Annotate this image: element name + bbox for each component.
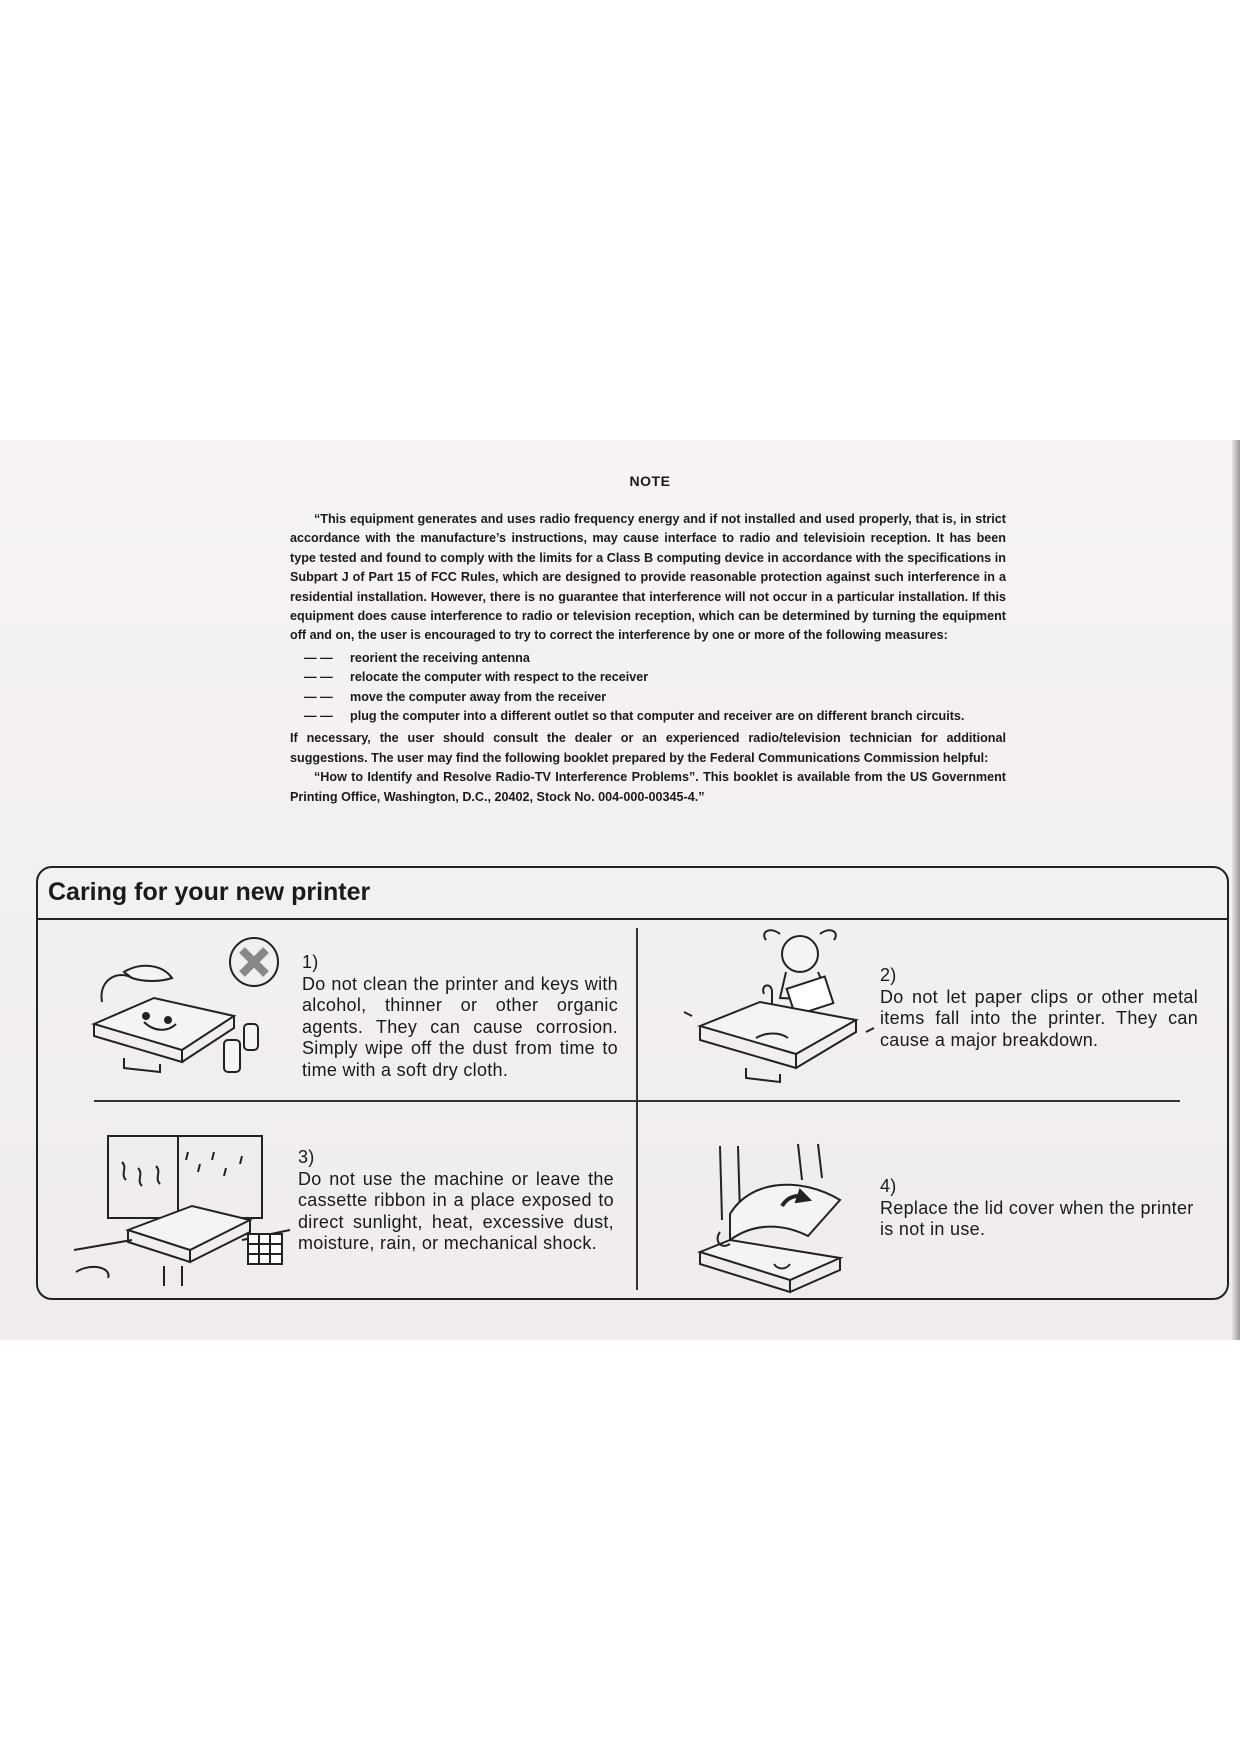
fcc-note xyxy=(290,510,1006,807)
paperclip-illustration xyxy=(680,928,880,1088)
tip-text: Do not clean the printer and keys with alcohol, thinner or other organic agents. They can cause corrosion. Simply wipe off the dust from time to time with a soft dry cloth. xyxy=(302,973,618,1080)
tip-number: 1) xyxy=(302,952,319,972)
dash-marker: — — xyxy=(304,670,333,685)
measure-text: move the computer away from the receiver xyxy=(350,689,607,704)
measure-text: reorient the receiving antenna xyxy=(350,650,530,665)
dash-marker: — — xyxy=(304,709,333,724)
list-item xyxy=(304,688,1006,707)
dash-marker: — — xyxy=(304,650,333,665)
note-paragraph-1: “This equipment generates and uses radio frequency energy and if not installed and used properly, that is, in strict accordance with the manufacture’s instructions, may cause interface to radio and televisioin reception. It has been type tested and found to comply with the limits for a Class B computing device in accordance with the specifications in Subpart J of Part 15 of FCC Rules, which are designed to provide reasonable protection against such interference in a residential installation. However, there is no guarantee that interference will not occur in a particular installation. If this equipment does cause interference to radio or television reception, which can be determined by turning the equipment off and on, the user is encouraged to try to correct the interference by one or more of the following measures: xyxy=(290,512,1006,643)
care-tip-4 xyxy=(880,1176,1198,1241)
list-item xyxy=(304,649,1006,668)
care-tip-2 xyxy=(880,965,1198,1051)
measures-list xyxy=(304,649,1006,727)
page-edge-shadow xyxy=(1232,440,1240,1340)
care-tip-1 xyxy=(302,952,618,1081)
heat-waves xyxy=(122,1162,160,1186)
measure-text: plug the computer into a different outlet so that computer and receiver are on different branch circuits. xyxy=(350,709,965,724)
vertical-divider xyxy=(636,928,638,1290)
tip-text: Replace the lid cover when the printer is not in use. xyxy=(880,1197,1194,1239)
title-divider xyxy=(37,918,1227,920)
care-tip-3 xyxy=(298,1147,614,1255)
tip-number: 2) xyxy=(880,965,897,985)
tip-number: 3) xyxy=(298,1147,315,1167)
tip-text: Do not let paper clips or other metal items fall into the printer. They can cause a major breakdown. xyxy=(880,986,1198,1050)
cleaning-illustration xyxy=(84,932,294,1082)
tip-text: Do not use the machine or leave the cassette ribbon in a place exposed to direct sunlight, heat, excessive dust, moisture, rain, or mechanical shock. xyxy=(298,1168,614,1253)
dash-marker: — — xyxy=(304,689,333,704)
lid-cover-illustration xyxy=(690,1140,870,1295)
rain-drops xyxy=(186,1152,242,1176)
list-item xyxy=(304,707,1006,726)
measure-text: relocate the computer with respect to the receiver xyxy=(350,670,649,685)
tip-number: 4) xyxy=(880,1176,897,1196)
note-heading: NOTE xyxy=(629,473,671,489)
horizontal-divider xyxy=(94,1100,1180,1102)
note-paragraph-2: If necessary, the user should consult the dealer or an experienced radio/television technician for additional suggestions. The user may find the following booklet prepared by the Federal Communications Commission helpful: xyxy=(290,731,1006,765)
caring-section-title: Caring for your new printer xyxy=(48,878,371,906)
environment-illustration xyxy=(72,1122,292,1287)
note-paragraph-3: “How to Identify and Resolve Radio-TV Interference Problems”. This booklet is available from the US Government Printing Office, Washington, D.C., 20402, Stock No. 004-000-00345-4.” xyxy=(290,770,1006,804)
list-item xyxy=(304,668,1006,687)
